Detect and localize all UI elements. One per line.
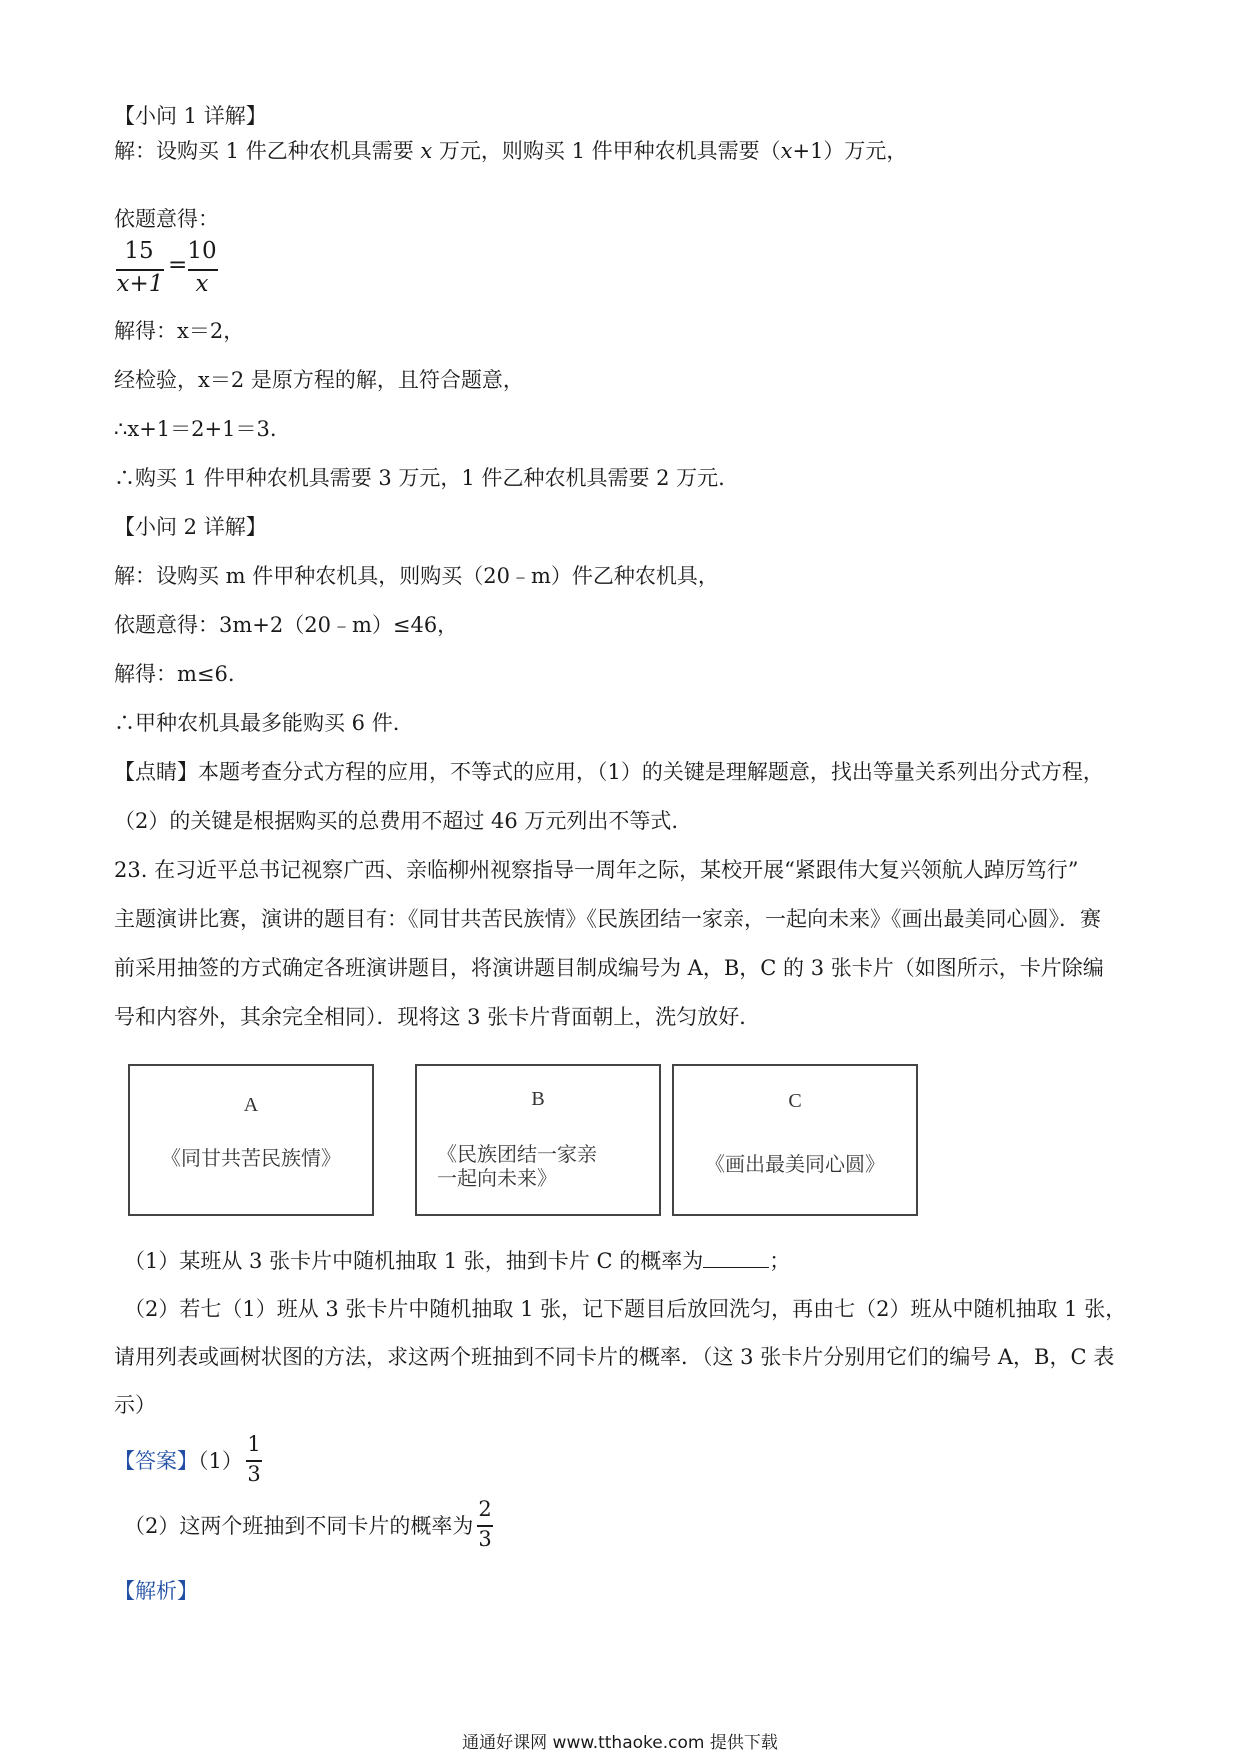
q2-therefore: ∴甲种农机具最多能购买 6 件. [114,711,400,735]
q1-setup-d: +1）万元， [792,139,908,163]
footer-credit: 通通好课网 www.tthaoke.com 提供下载 [462,1733,778,1753]
eq-equals: = [168,252,188,278]
q1-yiti: 依题意得： [114,207,219,231]
answer-part1: （1） [198,1449,243,1473]
q23-line4: 号和内容外，其余完全相同）．现将这 3 张卡片背面朝上，洗匀放好． [114,1005,761,1029]
q1-solve: 解得：x＝2， [114,319,245,343]
answer-frac2 [475,1497,495,1553]
q23-line3: 前采用抽签的方式确定各班演讲题目，将演讲题目制成编号为 A，B，C 的 3 张卡片（如图所示，卡片除编 [114,956,1104,980]
card-a-title: 《同甘共苦民族情》 [161,1146,341,1170]
q23-sub2-line3: 示） [114,1393,156,1417]
comment-line2: （2）的关键是根据购买的总费用不超过 46 万元列出不等式. [114,809,679,833]
q23-sub1-b: ； [769,1249,791,1273]
eq-num-right: 10 [187,238,217,264]
q1-setup-var: x [420,139,433,163]
card-b [415,1064,661,1216]
answer-line1 [114,1446,243,1476]
q23-sub1 [124,1246,790,1276]
analysis-label: 【解析】 [114,1579,198,1603]
q1-equation [114,238,234,302]
card-b-title-line1: 《民族团结一家亲 [437,1142,597,1166]
q2-heading: 【小问 2 详解】 [114,515,267,539]
q1-setup-b: 万元，则购买 1 件甲种农机具需要（ [432,139,781,163]
q1-setup-line [114,136,907,166]
answer-part2: （2）这两个班抽到不同卡片的概率为 [124,1514,474,1538]
answer-blank [703,1247,769,1268]
eq-den-right: x [195,271,209,297]
q23-line1: 23. 在习近平总书记视察广西、亲临柳州视察指导一周年之际，某校开展“紧跟伟大复兴领航人踔厉笃行” [114,858,1079,882]
q23-sub2-line2: 请用列表或画树状图的方法，求这两个班抽到不同卡片的概率．（这 3 张卡片分别用它们的编号 A，B，C 表 [114,1345,1115,1369]
card-c [672,1064,918,1216]
answer-frac1 [244,1432,264,1488]
q2-solve: 解得：m≤6. [114,662,235,686]
card-a-letter: A [243,1094,259,1116]
answer-frac1-den: 3 [247,1462,261,1486]
q23-line2: 主题演讲比赛，演讲的题目有：《同甘共苦民族情》《民族团结一家亲，一起向未来》《画出最美同心圆》．赛 [114,907,1101,931]
eq-num-left: 15 [124,238,154,264]
card-c-title: 《画出最美同心圆》 [705,1152,885,1176]
card-c-letter: C [788,1090,802,1112]
comment-line1: 【点睛】本题考查分式方程的应用，不等式的应用，（1）的关键是理解题意，找出等量关系列出分式方程， [114,760,1104,784]
q1-setup-c: x [780,139,793,163]
q1-therefore2: ∴购买 1 件甲种农机具需要 3 万元，1 件乙种农机具需要 2 万元. [114,466,725,490]
q1-setup-a: 解：设购买 1 件乙种农机具需要 [114,139,421,163]
eq-den-left: x+1 [116,271,164,297]
answer-frac1-num: 1 [247,1432,261,1456]
q1-heading: 【小问 1 详解】 [114,104,267,128]
answer-label: 【答案】 [114,1449,198,1473]
answer-frac2-num: 2 [478,1497,492,1521]
q2-setup: 解：设购买 m 件甲种农机具，则购买（20﹣m）件乙种农机具， [114,564,719,588]
q1-therefore1: ∴x+1＝2+1＝3. [114,417,277,441]
card-b-title-line2: 一起向未来》 [437,1166,557,1190]
q2-yiti: 依题意得：3m+2（20﹣m）≤46， [114,613,459,637]
q23-sub2-line1: （2）若七（1）班从 3 张卡片中随机抽取 1 张，记下题目后放回洗匀，再由七（2）班从中随机抽取 1 张， [124,1297,1127,1321]
answer-frac2-den: 3 [478,1527,492,1551]
q1-check: 经检验，x＝2 是原方程的解，且符合题意， [114,368,524,392]
card-a [128,1064,374,1216]
q23-sub1-a: （1）某班从 3 张卡片中随机抽取 1 张，抽到卡片 C 的概率为 [124,1249,704,1273]
card-b-letter: B [531,1088,545,1110]
